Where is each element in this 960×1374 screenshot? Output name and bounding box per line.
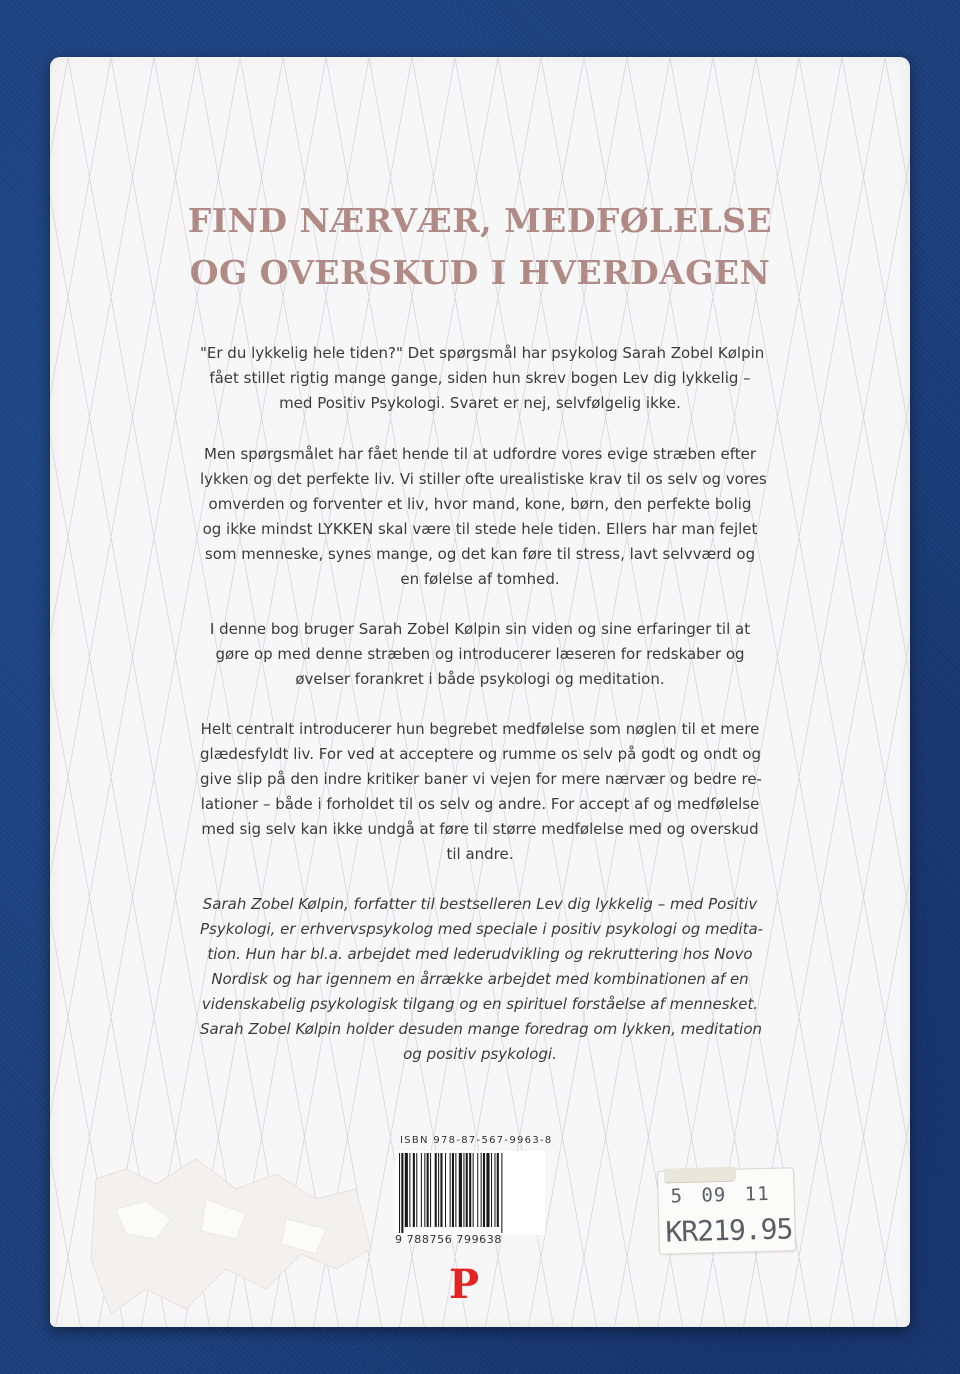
barcode-bar: [424, 1153, 425, 1227]
barcode-bar: [491, 1153, 492, 1227]
text-line: til andre.: [446, 845, 514, 863]
barcode-bar: [435, 1153, 437, 1227]
sticker-price: KR219.95: [665, 1212, 793, 1249]
barcode-bar: [501, 1153, 502, 1233]
text-line: med sig selv kan ikke undgå at føre til større medfølelse med og overskud: [201, 820, 759, 838]
text-line: med Positiv Psykologi. Svaret er nej, selvfølgelig ikke.: [279, 394, 681, 412]
barcode-bar: [473, 1153, 474, 1227]
book-back-cover: [50, 57, 910, 1327]
publisher-logo-icon: [444, 1260, 484, 1306]
barcode-bar: [481, 1153, 482, 1227]
paragraph-1: [200, 341, 765, 416]
barcode-bar: [494, 1153, 495, 1227]
barcode-bar: [413, 1153, 415, 1227]
text-line: give slip på den indre kritiker baner vi vejen for mere nærvær og bedre re-: [200, 770, 762, 788]
text-line: omverden og forventer et liv, hvor mand, kone, børn, den perfekte bolig: [208, 495, 752, 513]
sticker-tear: [664, 1167, 736, 1184]
barcode-bar: [445, 1153, 446, 1227]
barcode: [395, 1151, 545, 1235]
text-line: Sarah Zobel Kølpin, forfatter til bestselleren Lev dig lykkelig – med Positiv: [202, 895, 758, 913]
text-line: Men spørgsmålet har fået hende til at udfordre vores evige stræben efter: [204, 445, 756, 463]
barcode-bar: [399, 1153, 400, 1233]
barcode-bar: [483, 1153, 485, 1227]
text-line: lationer – både i forholdet til os selv og andre. For accept af og medfølelse: [200, 795, 760, 813]
price-sticker: [657, 1167, 796, 1255]
barcode-bar: [416, 1153, 417, 1227]
text-line: lykken og det perfekte liv. Vi stiller ofte urealistiske krav til os selv og vores: [200, 470, 767, 488]
paragraph-2: [200, 442, 767, 592]
text-line: en følelse af tomhed.: [400, 570, 560, 588]
author-bio: [200, 892, 764, 1067]
paragraph-4: [200, 717, 760, 867]
barcode-bar: [486, 1153, 489, 1227]
text-line: Sarah Zobel Kølpin holder desuden mange foredrag om lykken, meditation: [200, 1020, 763, 1038]
paragraph-3: [200, 617, 760, 692]
text-line: "Er du lykkelig hele tiden?" Det spørgsmål har psykolog Sarah Zobel Kølpin: [200, 344, 765, 362]
barcode-bar: [401, 1153, 403, 1233]
text-line: videnskabelig psykologisk tilgang og en spirituel forståelse af mennesket.: [201, 995, 759, 1013]
barcode-bar: [497, 1153, 499, 1227]
barcode-number: 9 788756 799638: [395, 1233, 502, 1246]
barcode-bar: [455, 1153, 456, 1227]
text-line: I denne bog bruger Sarah Zobel Kølpin sin viden og sine erfaringer til at: [209, 620, 751, 638]
barcode-bar: [438, 1153, 439, 1227]
headline-line-2: OG OVERSKUD I HVERDAGEN: [189, 253, 771, 292]
torn-sticker-residue: [86, 1139, 386, 1327]
barcode-bar: [421, 1153, 422, 1227]
text-line: tion. Hun har bl.a. arbejdet med lederudvikling og rekruttering hos Novo: [207, 945, 753, 963]
barcode-bar: [459, 1153, 462, 1227]
barcode-bar: [477, 1153, 478, 1227]
barcode-bar: [450, 1153, 451, 1227]
text-line: gøre op med denne stræben og introducerer læseren for redskaber og: [215, 645, 745, 663]
barcode-bar: [466, 1153, 468, 1227]
barcode-bar: [409, 1153, 410, 1227]
text-line: og ikke mindst LYKKEN skal være til stede hele tiden. Ellers har man fejlet: [202, 520, 758, 538]
isbn-label: ISBN 978-87-567-9963-8: [400, 1135, 553, 1146]
barcode-bar: [440, 1153, 442, 1227]
barcode-bar: [452, 1153, 454, 1227]
sticker-date: 5 09 11: [670, 1182, 770, 1208]
barcode-bar: [463, 1153, 464, 1227]
text-line: som menneske, synes mange, og det kan føre til stress, lavt selvværd og: [204, 545, 756, 563]
text-line: øvelser forankret i både psykologi og meditation.: [295, 670, 665, 688]
text-line: glædesfyldt liv. For ved at acceptere og rumme os selv på godt og ondt og: [200, 745, 761, 763]
barcode-bar: [469, 1153, 471, 1227]
text-line: Nordisk og har igennem en årrække arbejdet med kombinationen af en: [211, 970, 749, 988]
headline-line-1: FIND NÆRVÆR, MEDFØLELSE: [187, 201, 773, 240]
text-line: fået stillet rigtig mange gange, siden hun skrev bogen Lev dig lykkelig –: [209, 369, 751, 387]
text-line: Psykologi, er erhvervspsykolog med speciale i positiv psykologi og medita-: [200, 920, 764, 938]
barcode-bar: [405, 1153, 408, 1227]
barcode-bar: [427, 1153, 429, 1227]
barcode-bar: [430, 1153, 431, 1227]
text-line: Helt centralt introducerer hun begrebet medfølelse som nøglen til et mere: [200, 720, 760, 738]
text-line: og positiv psykologi.: [403, 1045, 557, 1063]
publisher-logo-text: P: [448, 1261, 480, 1306]
